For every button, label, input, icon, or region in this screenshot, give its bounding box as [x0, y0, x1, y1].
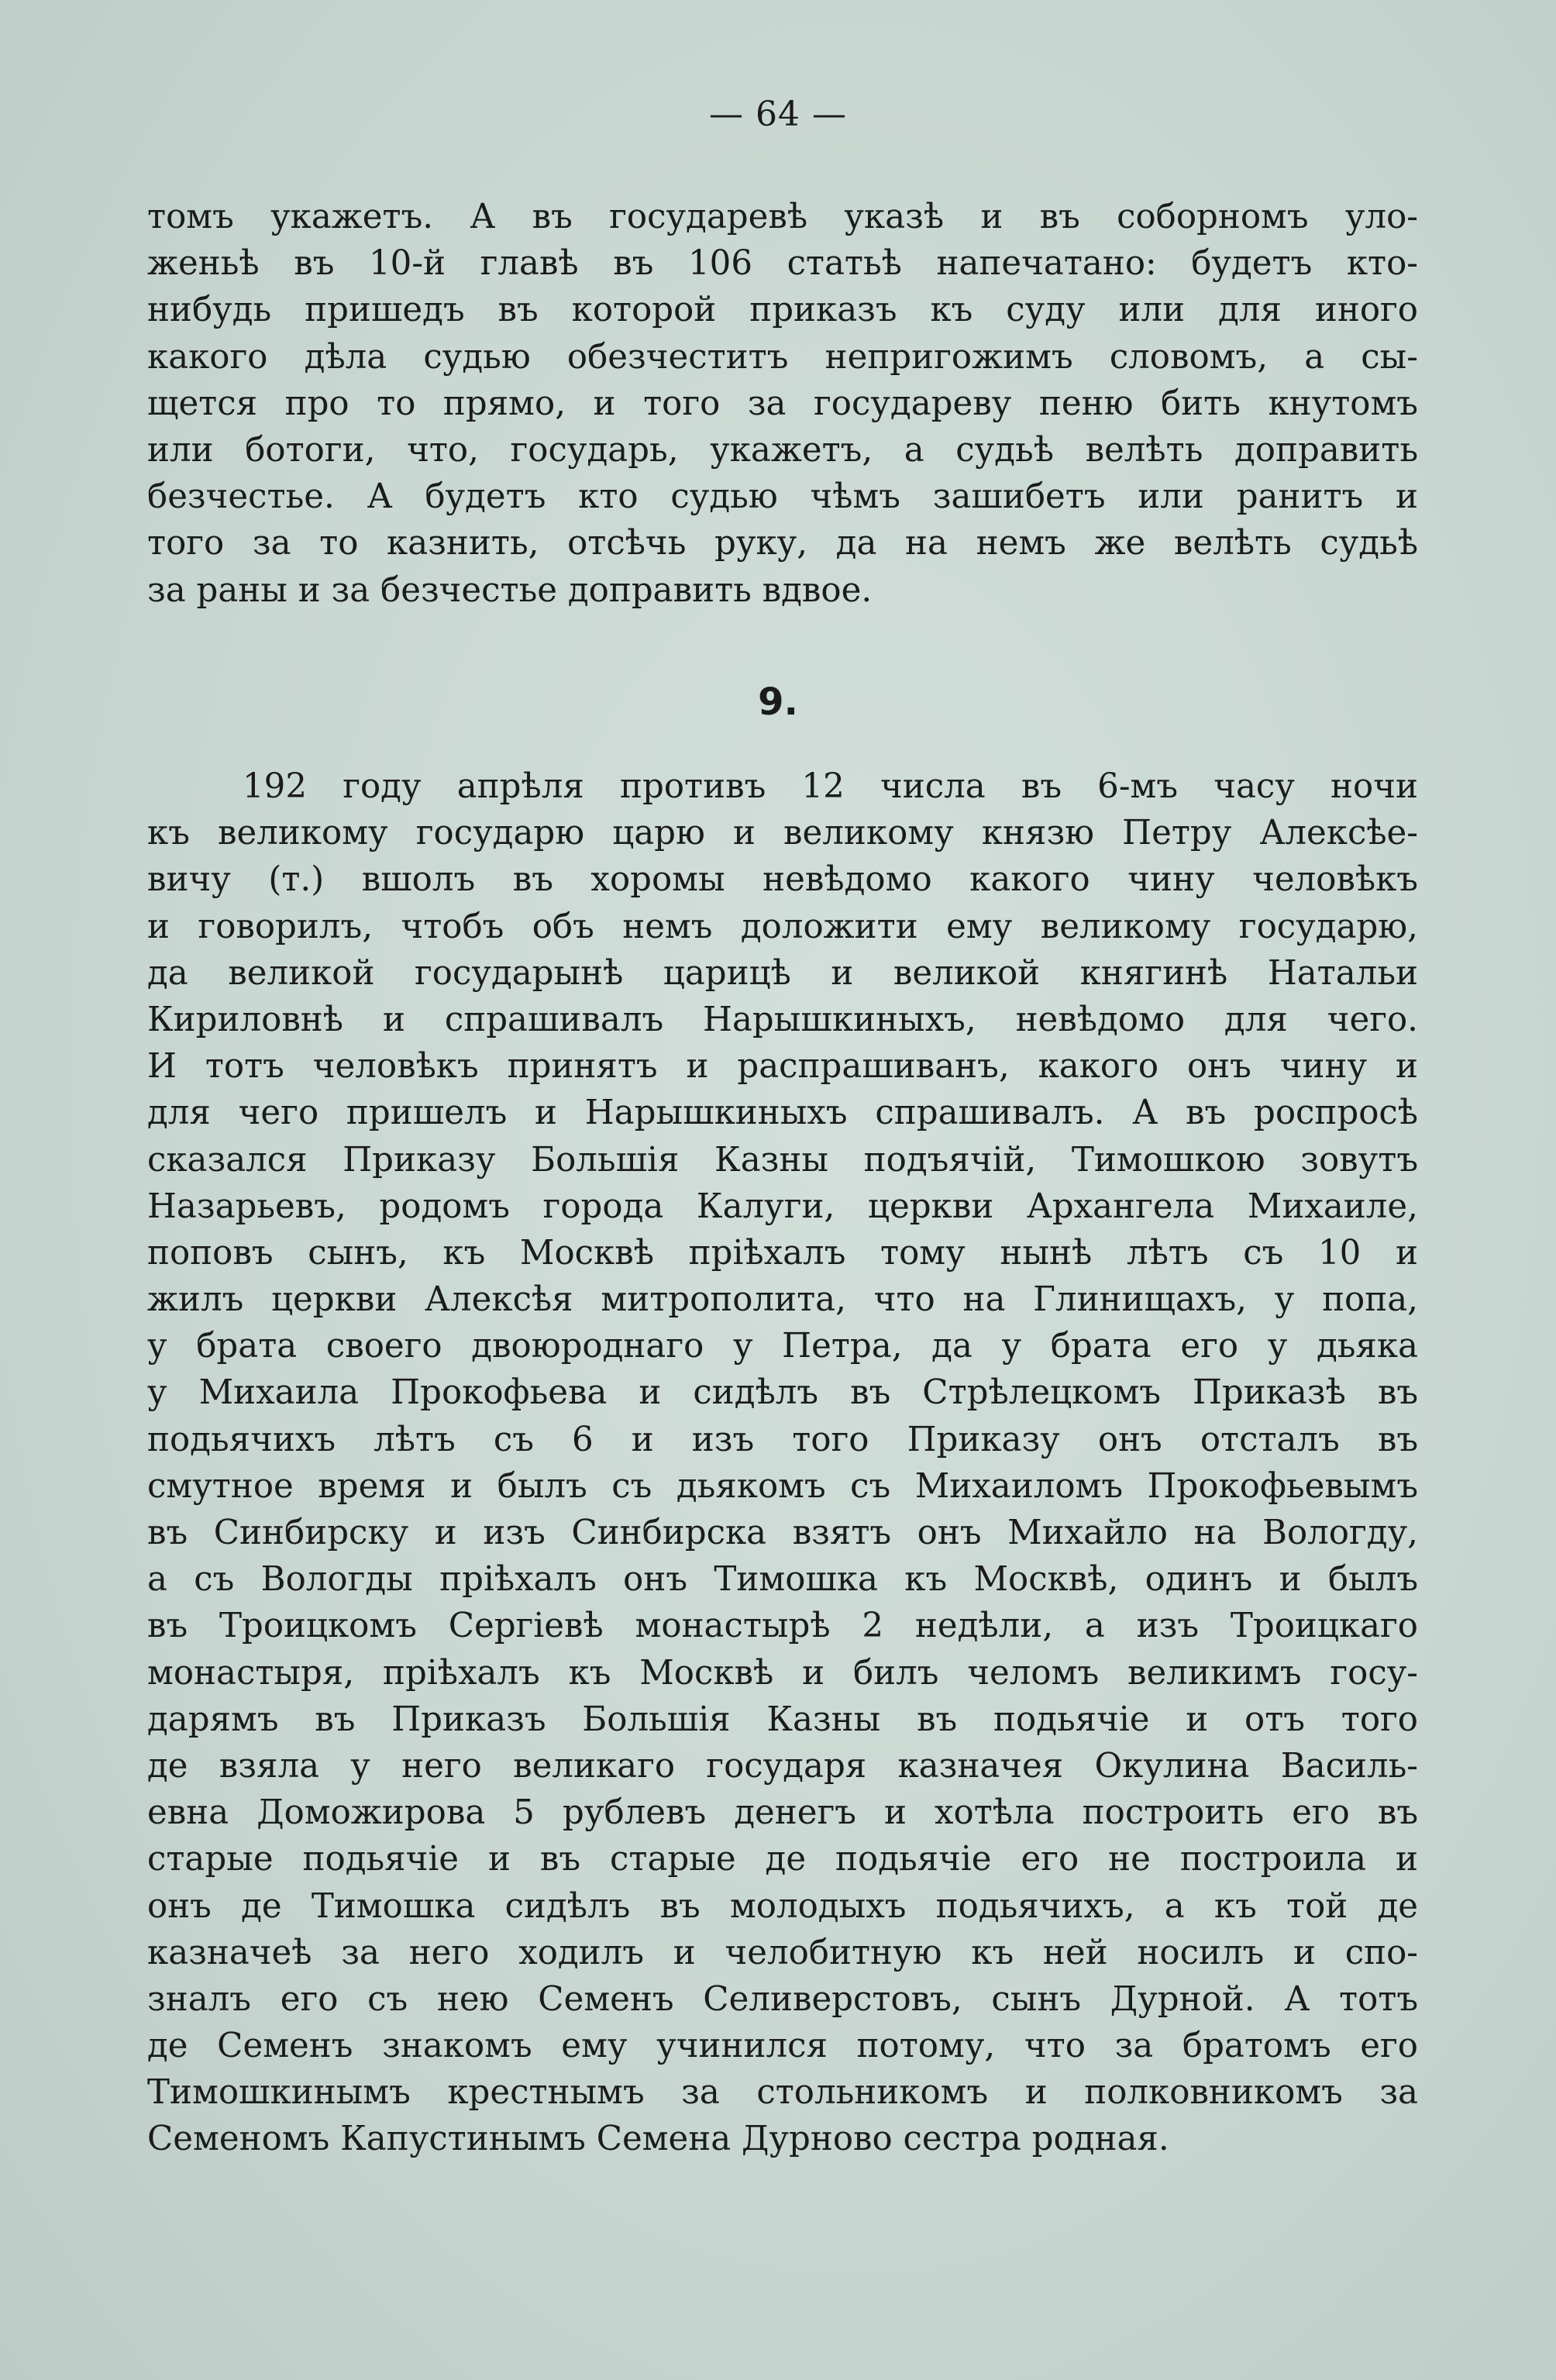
text-line: сказался Приказу Большія Казны подъячій, Тимошкою зовутъ — [147, 1140, 1418, 1180]
text-line: Назарьевъ, родомъ города Калуги, церкви Архангела Михаиле, — [147, 1187, 1418, 1226]
text-line: евна Доможирова 5 рублевъ денегъ и хотѣла построить его въ — [147, 1793, 1418, 1833]
text-line: у брата своего двоюроднаго у Петра, да у брата его у дьяка — [147, 1327, 1418, 1366]
text-line: 192 году апрѣля противъ 12 числа въ 6-мъ часу ночи — [243, 767, 1418, 806]
text-line: зналъ его съ нею Семенъ Селиверстовъ, сынъ Дурной. А тотъ — [147, 1979, 1418, 2019]
text-line: къ великому государю царю и великому князю Петру Алексѣе- — [147, 814, 1418, 853]
text-line: какого дѣла судью обезчеститъ непригожимъ словомъ, а сы- — [147, 337, 1418, 377]
text-line: вичу (т.) вшолъ въ хоромы невѣдомо какого чину человѣкъ — [147, 860, 1418, 900]
text-line: за раны и за безчестье доправить вдвое. — [147, 570, 873, 610]
continuation-paragraph — [147, 194, 1418, 614]
text-line: нибудь пришедъ въ которой приказъ къ суду или для иного — [147, 291, 1418, 330]
text-line: онъ де Тимошка сидѣлъ въ молодыхъ подьячихъ, а къ той де — [147, 1886, 1418, 1926]
text-line: въ Синбирску и изъ Синбирска взятъ онъ Михайло на Вологду, — [147, 1514, 1418, 1552]
text-line: у Михаила Прокофьева и сидѣлъ въ Стрѣлецкомъ Приказѣ въ — [147, 1373, 1418, 1413]
text-line: И тотъ человѣкъ принятъ и распрашиванъ, какого онъ чину и — [147, 1047, 1418, 1087]
text-line: щется про то прямо, и того за государеву пеню бить кнутомъ — [147, 384, 1418, 423]
text-line: безчестье. А будетъ кто судью чѣмъ зашибетъ или ранитъ и — [147, 477, 1418, 517]
text-line: Семеномъ Капустинымъ Семена Дурново сестра родная. — [147, 2120, 1169, 2159]
text-line: да великой государынѣ царицѣ и великой княгинѣ Натальи — [147, 953, 1418, 993]
text-line: женьѣ въ 10-й главѣ въ 106 статьѣ напечатано: будетъ кто- — [147, 244, 1418, 284]
text-line: казначеѣ за него ходилъ и челобитную къ ней носилъ и спо- — [147, 1933, 1418, 1972]
text-line: монастыря, пріѣхалъ къ Москвѣ и билъ челомъ великимъ госу- — [147, 1653, 1418, 1693]
text-line: Тимошкинымъ крестнымъ за стольникомъ и полковникомъ за — [147, 2073, 1418, 2113]
text-line: томъ укажетъ. А въ государевѣ указѣ и въ соборномъ уло- — [147, 198, 1418, 236]
page-number: — 64 — — [709, 95, 847, 134]
text-line: смутное время и былъ съ дьякомъ съ Михаиломъ Прокофьевымъ — [147, 1466, 1418, 1506]
text-line: того за то казнить, отсѣчь руку, да на немъ же велѣть судьѣ — [147, 524, 1418, 563]
text-line: Кириловнѣ и спрашивалъ Нарышкиныхъ, невѣдомо для чего. — [147, 1000, 1418, 1039]
text-line: подьячихъ лѣтъ съ 6 и изъ того Приказу онъ отсталъ въ — [147, 1420, 1418, 1459]
text-line: дарямъ въ Приказъ Большія Казны въ подьячіе и отъ того — [147, 1700, 1418, 1739]
text-line: въ Троицкомъ Сергіевѣ монастырѣ 2 недѣли, а изъ Троицкаго — [147, 1607, 1418, 1646]
text-line: а съ Вологды пріѣхалъ онъ Тимошка къ Москвѣ, одинъ и былъ — [147, 1560, 1418, 1600]
section-paragraph — [147, 763, 1418, 2163]
section-heading: 9. — [758, 680, 798, 724]
text-line: или ботоги, что, государь, укажетъ, а судьѣ велѣть доправить — [147, 430, 1418, 470]
text-line: поповъ сынъ, къ Москвѣ пріѣхалъ тому нынѣ лѣтъ съ 10 и — [147, 1233, 1418, 1273]
text-line: де Семенъ знакомъ ему учинился потому, что за братомъ его — [147, 2027, 1418, 2066]
text-line: для чего пришелъ и Нарышкиныхъ спрашивалъ. А въ роспросѣ — [147, 1094, 1418, 1133]
text-line: жилъ церкви Алексѣя митрополита, что на Глинищахъ, у попа, — [147, 1280, 1418, 1320]
text-line: де взяла у него великаго государя казначея Окулина Василь- — [147, 1746, 1418, 1786]
text-line: старые подьячіе и въ старые де подьячіе его не построила и — [147, 1840, 1418, 1879]
text-line: и говорилъ, чтобъ объ немъ доложити ему великому государю, — [147, 907, 1418, 946]
